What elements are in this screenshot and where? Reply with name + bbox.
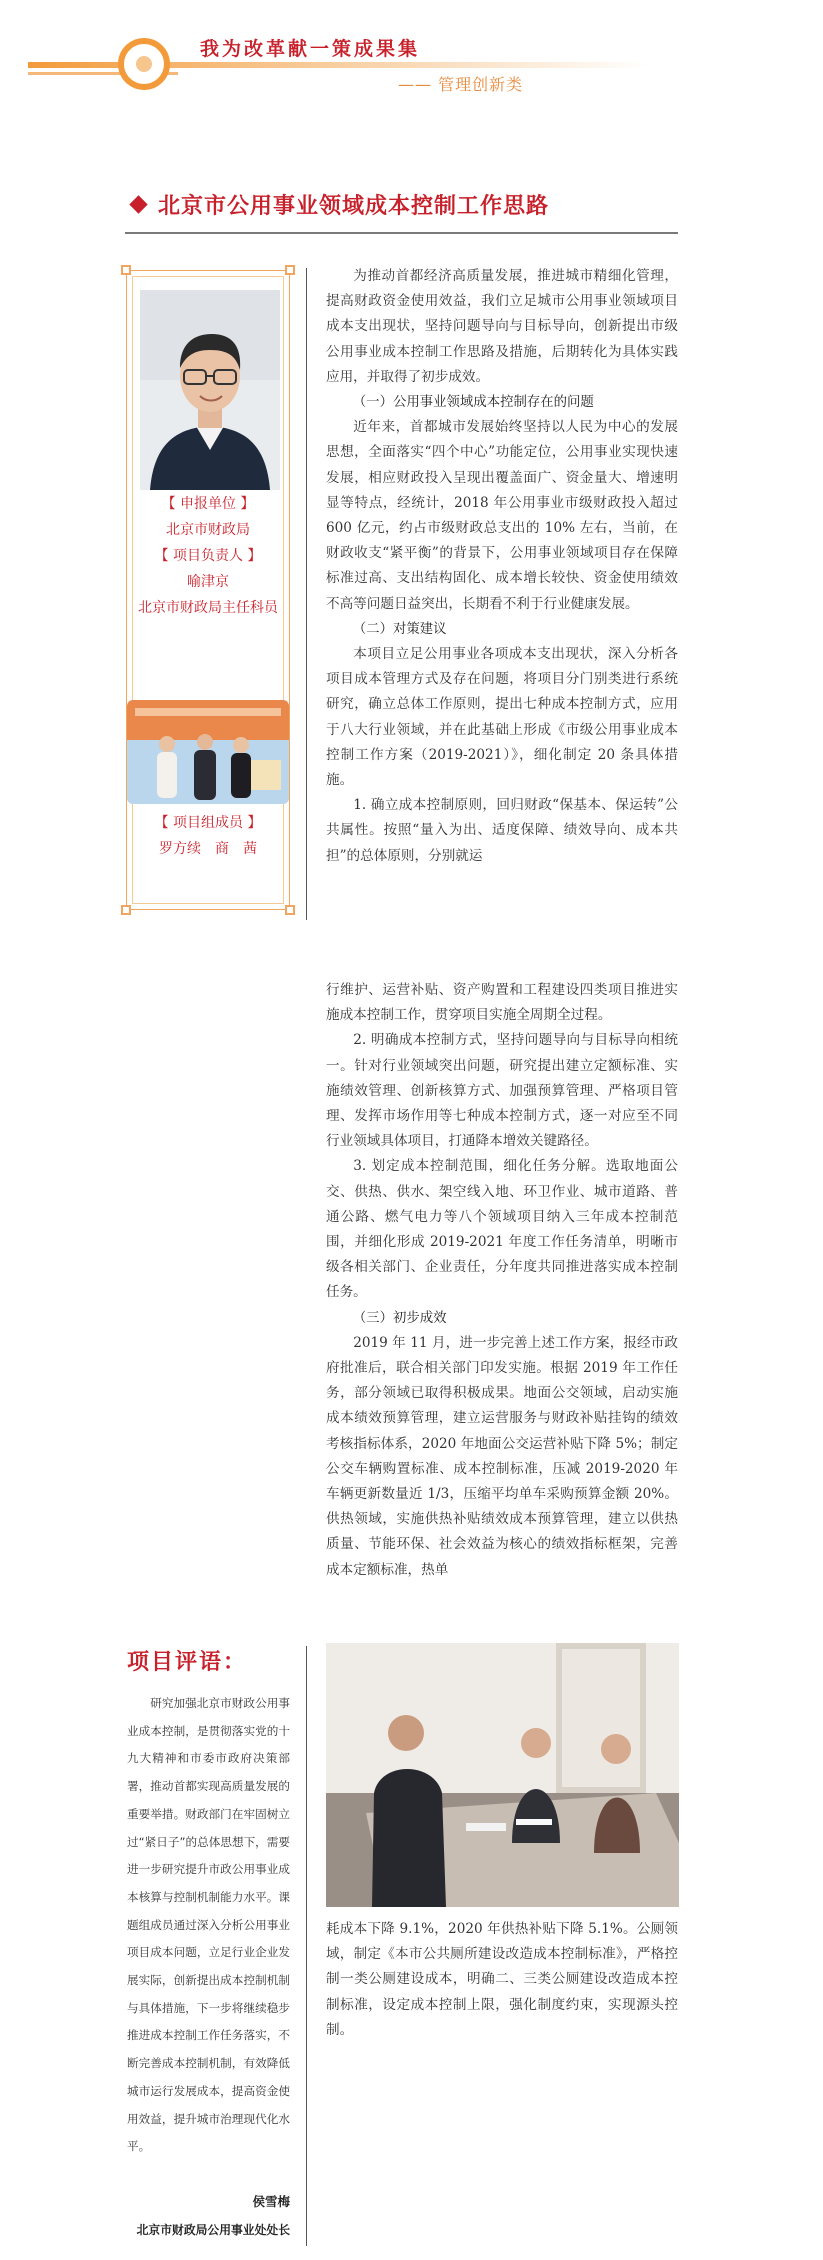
body-paragraph: 本项目立足公用事业各项成本支出现状，深入分析各项目成本管理方式及存在问题，将项目分门别类进行系统研究，确立总体工作原则，提出七种成本控制方式，应用于八大行业领域，并在此基础上形成《市级公用事业成本控制工作方案（2019-2021）》，细化制定 20 条具体措施。 [326, 646, 678, 789]
body-paragraph: 行维护、运营补贴、资产购置和工程建设四类项目推进实施成本控制工作，贯穿项目实施全周期全过程。 [326, 982, 678, 1024]
card-corner-ornament [285, 265, 295, 275]
members-label: 【 项目组成员 】 [154, 815, 262, 831]
card-corner-ornament [121, 905, 131, 915]
article-body-middle [326, 978, 678, 1583]
team-group-photo [127, 700, 289, 804]
leader-title: 北京市财政局主任科员 [138, 600, 278, 616]
header-ring-center [136, 56, 152, 72]
body-paragraph: 1. 确立成本控制原则，回归财政“保基本、保运转”公共属性。按照“量入为出、适度保障、绩效导向、成本共担”的总体原则，分别就运 [326, 797, 678, 864]
category-label: —— 管理创新类 [398, 75, 524, 94]
comment-title: 项目评语： [127, 1650, 248, 1675]
article-body-bottom [326, 1917, 678, 2043]
section-heading: （二）对策建议 [352, 621, 447, 637]
column-divider [306, 268, 307, 920]
comment-paragraph: 研究加强北京市财政公用事业成本控制，是贯彻落实党的十九大精神和市委市政府决策部署，推动首都实现高质量发展的重要举措。财政部门在牢固树立过“紧日子”的总体思想下，需要进一步研究提升市政公用事业成本核算与控制机制能力水平。课题组成员通过深入分析公用事业项目成本问题，立足行业企业发展实际，创新提出成本控制机制与具体措施，下一步将继续稳步推进成本控制工作任务落实，不断完善成本控制机制，有效降低城市运行发展成本，提高资金使用效益，提升城市治理现代化水平。 [127, 1696, 290, 2154]
column-divider [306, 1646, 307, 2246]
comment-signer-title: 北京市财政局公用事业处处长 [136, 2223, 290, 2237]
meeting-photo [326, 1643, 679, 1907]
comment-text [127, 1690, 290, 2161]
card-corner-ornament [285, 905, 295, 915]
body-paragraph: 2. 明确成本控制方式，坚持问题导向与目标导向相统一。针对行业领域突出问题，研究提出建立定额标准、实施绩效管理、创新核算方式、加强预算管理、严格项目管理、发挥市场作用等七种成本控制方式，逐一对应至不同行业领域具体项目，打通降本增效关键路径。 [326, 1032, 678, 1150]
body-paragraph: 耗成本下降 9.1%，2020 年供热补贴下降 5.1%。公厕领域，制定《本市公共厕所建设改造成本控制标准》，严格控制一类公厕建设成本，明确二、三类公厕建设改造成本控制标准，设定成本控制上限，强化制度约束，实现源头控制。 [326, 1921, 678, 2038]
collection-title: 我为改革献一策成果集 [200, 38, 421, 60]
body-paragraph: 3. 划定成本控制范围，细化任务分解。选取地面公交、供热、供水、架空线入地、环卫作业、城市道路、普通公路、燃气电力等八个领域项目纳入三年成本控制范围，并细化形成 2019-2021 年度工作任务清单，明晰市级各相关部门、企业责任，分年度共同推进落实成本控制任务。 [326, 1158, 678, 1301]
body-paragraph: 为推动首都经济高质量发展，推进城市精细化管理，提高财政资金使用效益，我们立足城市公用事业领域项目成本支出现状，坚持问题导向与目标导向，创新提出市级公用事业成本控制工作思路及措施，后期转化为具体实践应用，并取得了初步成效。 [326, 268, 678, 385]
unit-value: 北京市财政局 [166, 522, 250, 538]
section-heading: （一）公用事业领域成本控制存在的问题 [352, 395, 594, 411]
unit-label: 【 申报单位 】 [161, 496, 255, 512]
body-paragraph: 近年来，首都城市发展始终坚持以人民为中心的发展思想，全面落实“四个中心”功能定位，公用事业实现快速发展，相应财政投入呈现出覆盖面广、资金量大、增速明显等特点，经统计，2018 年公用事业市级财政投入超过 600 亿元，约占市级财政总支出的 10% 左右，当前，在财政收支“紧平衡”的背景下，公用事业领域项目存在保障标准过高、支出结构固化、成本增长较快、资金使用绩效不高等问题日益突出，长期看不利于行业健康发展。 [326, 419, 678, 612]
article-body-top [326, 264, 678, 869]
title-diamond-icon [129, 195, 147, 213]
title-divider [125, 232, 678, 234]
comment-signer: 侯雪梅 [252, 2194, 290, 2209]
leader-label: 【 项目负责人 】 [154, 548, 262, 564]
body-paragraph: 2019 年 11 月，进一步完善上述工作方案，报经市政府批准后，联合相关部门印发实施。根据 2019 年工作任务，部分领域已取得积极成果。地面公交领域，启动实施成本绩效预算管理，建立运营服务与财政补贴挂钩的绩效考核指标体系，2020 年地面公交运营补贴下降 5%；制定公交车辆购置标准、成本控制标准，压减 2019-2020 年车辆更新数量近 1/3，压缩平均单车采购预算金额 20%。供热领域，实施供热补贴绩效成本预算管理，建立以供热质量、节能环保、社会效益为核心的绩效指标框架，完善成本定额标准，热单 [326, 1334, 678, 1578]
article-title: 北京市公用事业领域成本控制工作思路 [158, 194, 550, 219]
leader-portrait-photo [140, 290, 280, 490]
section-heading: （三）初步成效 [352, 1310, 447, 1326]
members-value: 罗方续 商 茜 [159, 841, 257, 857]
leader-name: 喻津京 [187, 574, 229, 590]
card-corner-ornament [121, 265, 131, 275]
